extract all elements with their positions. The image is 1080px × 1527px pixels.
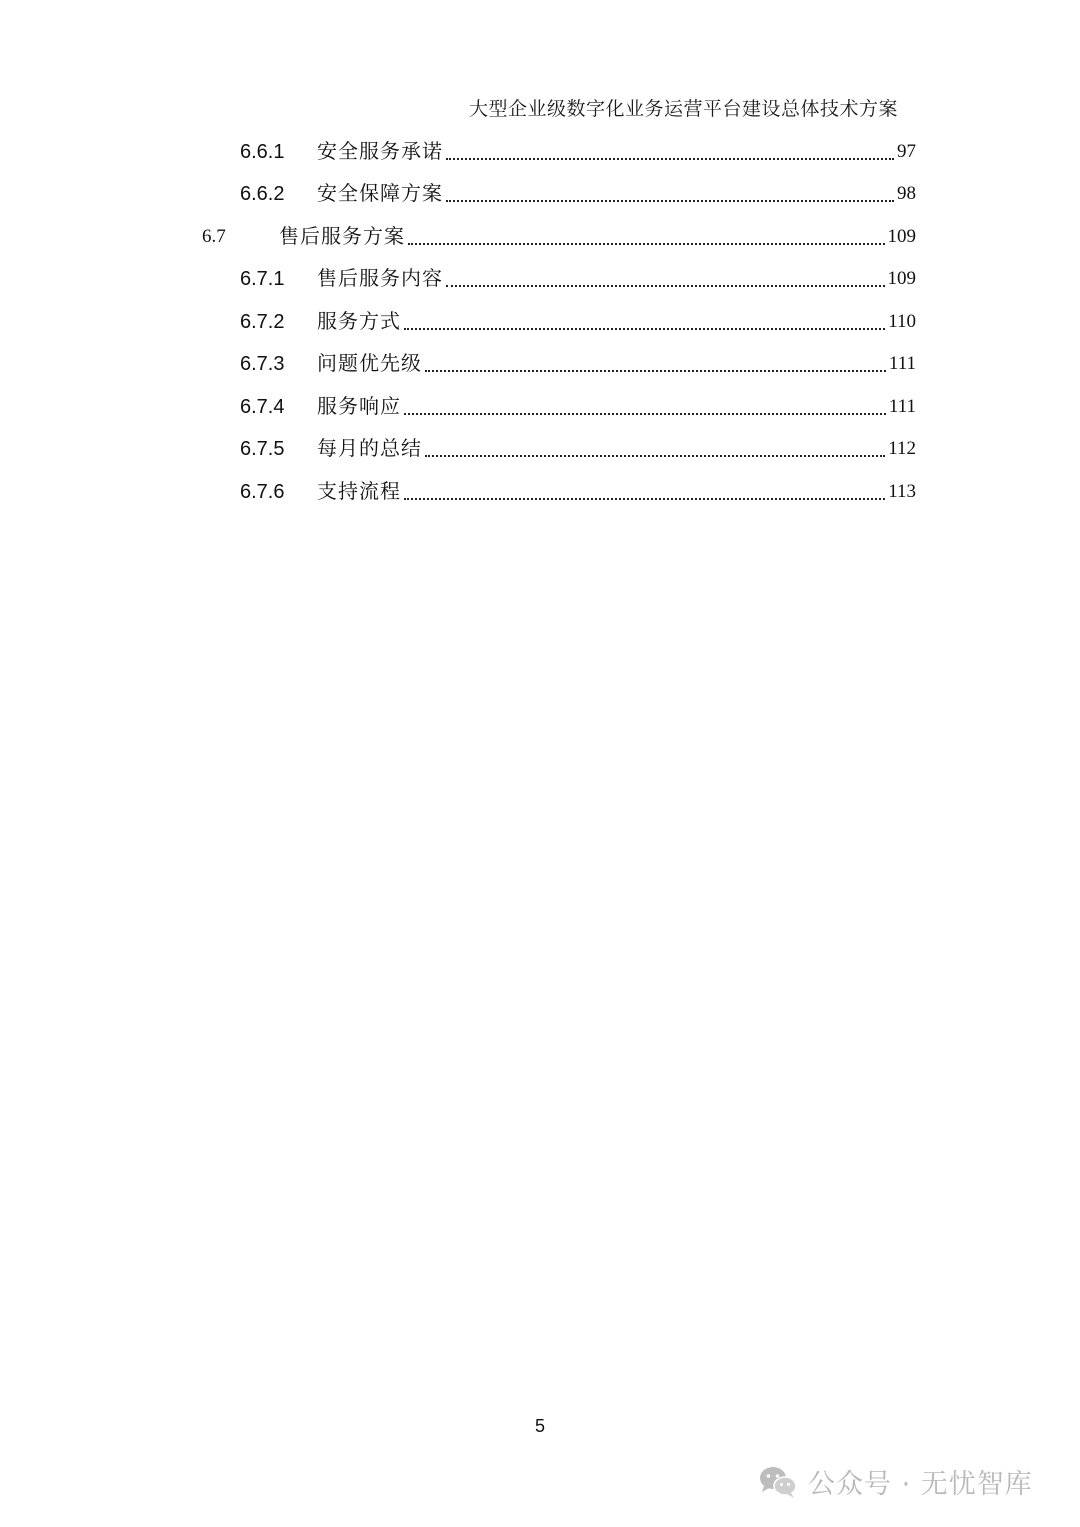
toc-entry-title: 安全保障方案 [317, 183, 443, 205]
toc-entry[interactable] [240, 263, 916, 295]
toc-dot-leader [404, 497, 885, 500]
page-header-title: 大型企业级数字化业务运营平台建设总体技术方案 [468, 99, 898, 120]
toc-entry-title: 售后服务方案 [279, 226, 405, 248]
toc-entry-title: 服务响应 [317, 396, 401, 418]
watermark [758, 1462, 1033, 1501]
toc-entry-number: 6.7.4 [240, 396, 285, 418]
toc-entry-number: 6.6.1 [240, 141, 285, 163]
toc-entry-number: 6.7.2 [240, 311, 285, 333]
page-number: 5 [534, 1416, 545, 1436]
toc-entry-page: 110 [888, 311, 916, 332]
toc-entry-title: 服务方式 [317, 311, 401, 333]
toc-entry-title: 问题优先级 [317, 353, 422, 375]
toc-entry-number: 6.7.1 [240, 268, 285, 290]
toc-entry-number: 6.7.6 [240, 481, 285, 503]
toc-entry-page: 112 [888, 438, 916, 459]
toc-entry[interactable] [240, 348, 916, 380]
toc-dot-leader [446, 284, 885, 287]
toc-entry-number: 6.7.5 [240, 438, 285, 460]
toc-entry-page: 111 [888, 396, 916, 417]
toc-entry[interactable] [240, 433, 916, 465]
toc-entry-page: 111 [888, 353, 916, 374]
toc-entry-title: 支持流程 [317, 481, 401, 503]
wechat-icon [758, 1465, 798, 1499]
toc-dot-leader [404, 412, 886, 415]
toc-dot-leader [425, 454, 885, 457]
toc-entry[interactable] [240, 391, 916, 423]
toc-dot-leader [446, 199, 894, 202]
toc-dot-leader [408, 242, 885, 245]
toc-entry-number: 6.7 [202, 226, 226, 247]
toc-entry[interactable] [240, 306, 916, 338]
toc-dot-leader [404, 327, 885, 330]
watermark-text: 公众号 · 无忧智库 [808, 1469, 1033, 1500]
toc-entry-page: 109 [887, 268, 916, 289]
toc-entry-number: 6.6.2 [240, 183, 285, 205]
toc-entry[interactable] [240, 178, 916, 210]
toc-entry-title: 安全服务承诺 [317, 141, 443, 163]
toc-entry-number: 6.7.3 [240, 353, 285, 375]
toc-dot-leader [425, 369, 886, 372]
toc-dot-leader [446, 157, 894, 160]
toc-entry[interactable] [240, 136, 916, 168]
toc-entry[interactable] [240, 476, 916, 508]
toc-entry-page: 98 [897, 183, 916, 204]
toc-entry-title: 每月的总结 [317, 438, 422, 460]
toc-entry-page: 97 [897, 141, 916, 162]
toc-entry-page: 109 [887, 226, 916, 247]
toc-entry-title: 售后服务内容 [317, 268, 443, 290]
toc-entry[interactable] [202, 221, 916, 253]
toc-entry-page: 113 [888, 481, 916, 502]
